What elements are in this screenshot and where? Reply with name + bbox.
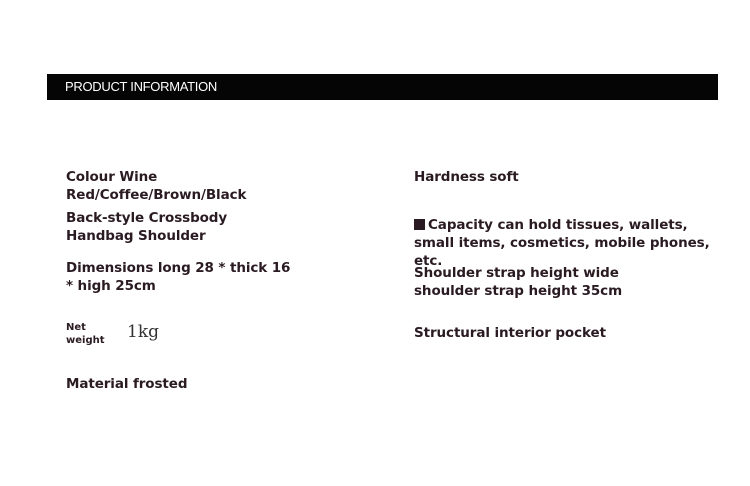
colour-spec: Colour Wine Red/Coffee/Brown/Black <box>66 169 247 203</box>
square-bullet-icon <box>414 219 425 230</box>
hardness-spec: Hardness soft <box>414 169 519 185</box>
style-spec: Back-style Crossbody Handbag Shoulder <box>66 210 228 244</box>
capacity-text: Capacity can hold tissues, wallets, small items, cosmetics, mobile phones, etc. <box>414 217 710 269</box>
dimensions-spec: Dimensions long 28 * thick 16 * high 25cm <box>66 260 291 294</box>
product-info-header <box>47 74 718 100</box>
strap-spec: Shoulder strap height wide shoulder strap height 35cm <box>414 265 623 299</box>
structure-spec: Structural interior pocket <box>414 325 606 341</box>
net-weight-label: Net weight <box>66 322 105 346</box>
material-spec: Material frosted <box>66 376 188 392</box>
net-weight-value: 1kg <box>127 322 159 342</box>
header-title: PRODUCT INFORMATION <box>65 79 217 94</box>
capacity-spec <box>414 216 714 270</box>
